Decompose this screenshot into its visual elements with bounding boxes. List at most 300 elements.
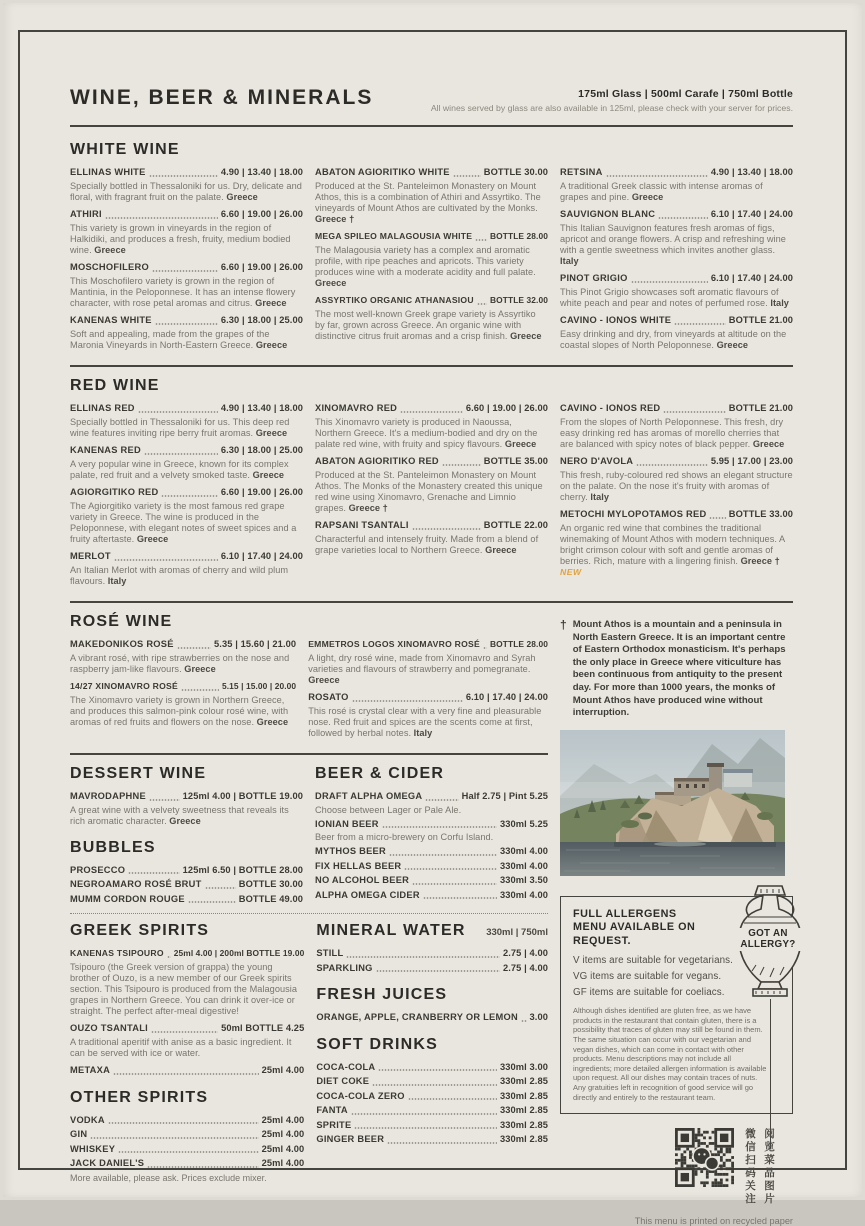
menu-item [315,890,548,902]
item-name: STILL [316,948,344,958]
menu-item [70,894,303,906]
origin-label: Greece [714,339,749,350]
item-price: 25ml 4.00 [261,1065,305,1075]
header-divider [70,125,793,127]
menu-item [315,819,548,844]
item-description: Characterful and intensely fruity. Made from a blend of grape varieties local to Northern Greece. Greece [315,533,539,555]
item-price: 125ml 4.00 | BOTTLE 19.00 [182,791,303,801]
section-title-bubbles: BUBBLES [70,838,156,856]
menu-item [70,487,303,545]
item-price: 25ml 4.00 | 200ml BOTTLE 19.00 [173,948,305,958]
origin-label: Greece [750,438,785,449]
item-description: A light, dry rosé wine, made from Xinomavro and Syrah varieties and flavours of strawberry and pomegranate. Greece [308,652,536,685]
item-description: A very popular wine in Greece, known for its complex palate, red fruit and a velvety smoked taste. Greece [70,458,289,480]
dotted-leader [149,799,180,801]
section-title-dessert-wine: DESSERT WINE [70,765,207,782]
recycled-paper-note: This menu is printed on recycled paper [634,1216,793,1226]
dotted-leader [113,1073,258,1075]
origin-label: Italy [411,727,433,738]
menu-item [560,167,793,203]
dotted-leader [475,239,487,241]
item-name: COCA-COLA [316,1061,376,1072]
item-name: RAPSANI TSANTALI [315,520,409,530]
item-name: EMMETROS LOGOS XINOMAVRO ROSÉ [308,639,481,649]
header [70,86,793,113]
item-price: 330ml 2.85 [499,1119,548,1130]
item-description: A great wine with a velvety sweetness that reveals its rich aromatic character. Greece [70,804,289,826]
dotted-leader [400,411,463,413]
item-name: NO ALCOHOL BEER [315,875,410,885]
dotted-leader [382,826,497,828]
item-price: 5.15 | 15.00 | 20.00 [221,681,297,691]
dotted-leader [412,528,481,530]
item-price: BOTTLE 22.00 [483,520,548,530]
dotted-leader [167,956,171,958]
origin-label: Greece [249,469,285,480]
menu-item [560,273,793,309]
menu-item [70,1158,304,1170]
menu-item [315,167,548,225]
dotted-leader [658,217,708,219]
dotted-leader [387,1142,497,1144]
menu-item [70,209,303,256]
item-name: ATHIRI [70,209,102,219]
item-name: ORANGE, APPLE, CRANBERRY OR LEMON [316,1012,518,1022]
dotted-leader [709,517,725,519]
item-price: 330ml 2.85 [499,1076,548,1086]
menu-item [560,315,793,351]
dotted-leader [188,901,236,903]
item-price: BOTTLE 28.00 [490,639,548,649]
dotted-leader [376,970,500,972]
item-price: 50ml BOTTLE 4.25 [221,1023,305,1033]
origin-label: Italy [105,575,127,586]
dotted-leader [372,1084,497,1086]
origin-label: Greece [315,277,347,288]
menu-item [315,791,548,816]
section-divider [70,601,793,603]
item-description: This Xinomavro variety is produced in Naoussa, Northern Greece. It's a medium-bodied and dry on the palate red wine, with fruity and spicy flavours. Greece [315,416,538,449]
item-price: BOTTLE 30.00 [238,879,303,889]
dotted-leader [152,270,218,272]
item-description: Produced at the St. Panteleimon Monastery on Mount Athos, this is a combination of Athiri and Assyrtiko. The vineyards of Mount Athos are cultivated by the Monks. Greece † [315,180,541,224]
menu-item [316,1062,548,1074]
item-price: 2.75 | 4.00 [502,962,548,973]
dotted-leader [425,799,458,801]
origin-label: Greece [134,533,169,544]
section-beer-cider [315,765,548,908]
section-white-wine [70,141,793,357]
dotted-leader [352,700,463,702]
allergen-line-vg: VG items are suitable for vegans. [573,971,722,983]
item-name: METOCHI MYLOPOTAMOS RED [560,509,707,519]
section-title-soft-drinks: SOFT DRINKS [316,1035,438,1053]
menu-item [70,445,303,481]
dotted-leader [181,689,219,691]
menu-item [560,403,793,450]
item-description: The most well-known Greek grape variety is Assyrtiko by far, grown across Greece. An organic wine with distinctive citrus fruit aromas and a crisp finish. Greece [315,308,542,341]
section-divider [70,365,793,367]
menu-item [70,167,303,203]
menu-item [308,639,548,686]
dotted-leader [442,464,481,466]
item-description: This Italian Sauvignon features fresh aromas of figs, apricot and orange flowers. A crisp and refreshing wine with a gentle sweetness which invites another glass. Italy [560,222,786,266]
item-description: This variety is grown in vineyards in the region of Halkidiki, and produces a fresh, fruity, medium bodied wine. Greece [70,222,291,255]
item-price: 6.10 | 17.40 | 24.00 [220,551,303,561]
item-price: 6.60 | 19.00 | 26.00 [220,209,303,219]
mineral-water-sizes: 330ml | 750ml [486,927,548,938]
section-title-beer-cider: BEER & CIDER [315,765,445,782]
lower-band [70,613,796,1226]
dotted-leader [378,1069,497,1071]
dotted-leader [354,1127,497,1129]
menu-item [560,509,793,578]
dotted-leader [144,453,218,455]
item-name: ABATON AGIORITIKO WHITE [315,167,450,177]
item-name: GIN [70,1129,88,1139]
item-name: MAVRODAPHNE [70,791,146,801]
item-name: ABATON AGIORITIKO RED [315,456,439,466]
section-title-greek-spirits: GREEK SPIRITS [70,922,210,939]
menu-item [560,456,793,503]
item-name: XINOMAVRO RED [315,403,398,413]
item-description: Choose between Lager or Pale Ale. [315,804,462,815]
item-description: Soft and appealing, made from the grapes of the Maronia Vineyards in North-Eastern Greece. Greece [70,328,288,350]
item-name: AGIORGITIKO RED [70,487,159,497]
item-price: 25ml 4.00 [261,1158,305,1168]
dotted-leader [205,887,236,889]
item-description: This Pinot Grigio showcases soft aromatic flavours of white peach and pear and notes of perfumed rose. Italy [560,286,789,308]
item-name: WHISKEY [70,1143,116,1154]
origin-label: Italy [767,297,789,308]
item-name: MEGA SPILEO MALAGOUSIA WHITE [315,231,473,241]
item-price: 4.90 | 13.40 | 18.00 [710,167,793,177]
item-price: 6.30 | 18.00 | 25.00 [220,445,303,455]
dotted-leader [606,175,708,177]
item-description: Produced at the St. Panteleimon Monastery on Mount Athos. The Monks of the Monastery created this unique red wine using Xinomavro, Grenache and Limnio grapes. Greece † [315,469,543,513]
item-name: METAXA [70,1065,111,1075]
item-description: A traditional Greek classic with intense aromas of grapes and pine. Greece [560,180,763,202]
dotted-leader [631,281,708,283]
origin-label: Italy [587,491,609,502]
item-name: FANTA [316,1105,348,1115]
origin-label: Greece [252,297,287,308]
section-title-other-spirits: OTHER SPIRITS [70,1088,209,1106]
menu-item [70,315,303,351]
item-name: SPARKLING [316,962,373,973]
item-name: VODKA [70,1114,105,1125]
item-price: 5.95 | 17.00 | 23.00 [710,456,793,466]
item-price: Half 2.75 | Pint 5.25 [461,791,548,801]
section-title-rose-wine: ROSÉ WINE [70,613,173,630]
item-name: MAKEDONIKOS ROSÉ [70,639,174,649]
dagger-icon: † [772,555,780,566]
monastery-photo [560,730,793,876]
item-price: 6.10 | 17.40 | 24.00 [710,273,793,283]
origin-label: Greece [737,555,773,566]
section-dessert-bubbles [70,765,303,908]
origin-label: Greece [507,330,542,341]
item-name: MYTHOS BEER [315,846,386,856]
item-price: 5.35 | 15.60 | 21.00 [214,639,297,649]
dotted-leader [147,1166,258,1168]
item-name: ROSATO [308,692,349,702]
item-description: From the slopes of North Peloponnese. This fresh, dry easy drinking red has aromas of morello cherries that are balanced with spicy notes of black pepper. Greece [560,416,785,449]
dotted-leader [138,411,218,413]
menu-item [70,865,303,877]
item-price: 330ml 3.50 [499,875,548,885]
qr-block [560,1128,793,1206]
dotted-leader [483,647,487,649]
dotted-leader [663,411,725,413]
item-name: SAUVIGNON BLANC [560,209,656,219]
item-name: 14/27 XINOMAVRO ROSÉ [70,681,178,691]
item-name: DRAFT ALPHA OMEGA [315,791,423,801]
spirits-footnote: More available, please ask. Prices exclude mixer. [70,1172,267,1183]
item-price: 330ml 3.00 [499,1061,548,1072]
origin-label: Greece [629,191,664,202]
dotted-leader [155,323,218,325]
item-price: BOTTLE 28.00 [490,231,548,241]
dotted-leader [453,175,481,177]
item-description: Beer from a micro-brewery on Corfu Island. [315,832,494,842]
menu-item [315,231,548,289]
item-name: PINOT GRIGIO [560,273,628,283]
origin-label: Italy [560,255,579,266]
item-price: 6.10 | 17.40 | 24.00 [465,692,548,702]
dotted-leader [404,868,497,870]
menu-item [70,1129,304,1141]
allergy-badge: GOT AN ALLERGY? [730,928,806,951]
qr-caption-view: 阅览菜品图片 [763,1128,775,1207]
item-description: This fresh, ruby-coloured red shows an elegant structure on the palate. On the nose it's fruity with aromas of cherry. Italy [560,469,793,502]
dotted-leader [389,854,497,856]
menu-item [70,1065,304,1077]
right-column [560,613,796,1226]
section-title-mineral-water: MINERAL WATER [316,922,466,939]
dotted-leader [521,1020,527,1022]
menu-item [70,1144,304,1156]
menu-item [70,262,303,309]
item-price: 3.00 [529,1012,548,1022]
item-price: 6.60 | 19.00 | 26.00 [220,262,303,272]
dagger-icon: † [380,502,388,513]
athos-note-text: Mount Athos is a mountain and a peninsula in North Eastern Greece. It is an important centre of Eastern Orthodox monasticism. It's perhaps the only place in Greece where viticulture has been continuous from antiquity to the present day. For more than 1000 years, the monks of Mount Athos have produced wine without interruption. [572,619,786,719]
menu-item [315,403,548,450]
dotted-leader [151,1031,218,1033]
item-price: 4.90 | 13.40 | 18.00 [220,167,303,177]
menu-item [315,875,548,887]
item-price: 6.10 | 17.40 | 24.00 [710,209,793,219]
item-name: JACK DANIEL'S [70,1158,145,1168]
item-name: DIET COKE [316,1076,370,1086]
menu-item [315,456,548,514]
menu-item [70,948,304,1017]
dotted-leader [128,872,179,874]
section-divider [70,753,548,755]
item-price: BOTTLE 21.00 [728,315,793,325]
dotted-leader [674,323,726,325]
menu-item [70,1023,304,1059]
item-description: An Italian Merlot with aromas of cherry and wild plum flavours. Italy [70,564,289,586]
item-description: This rosé is crystal clear with a very fine and pleasurable nose. Red fruit and spices are the scents come at first, followed by herbal notes. Italy [308,705,542,738]
item-name: CAVINO - IONOS WHITE [560,315,672,325]
item-price: 6.60 | 19.00 | 26.00 [465,403,548,413]
dotted-leader [118,1151,258,1153]
item-name: GINGER BEER [316,1134,385,1144]
item-price: 4.90 | 13.40 | 18.00 [220,403,303,413]
menu-item [70,403,303,439]
menu-item [315,861,548,873]
item-price: 330ml 2.85 [499,1134,548,1144]
item-description: Specially bottled in Thessaloniki for us. This deep red wine features inviting ripe berry fruit aromas. Greece [70,416,290,438]
menu-item [315,846,548,858]
menu-item [316,1105,548,1117]
item-price: 330ml 4.00 [499,846,548,856]
item-name: ELLINAS WHITE [70,167,146,177]
item-price: 330ml 2.85 [499,1105,548,1115]
item-price: BOTTLE 35.00 [483,456,548,466]
item-name: NERO D'AVOLA [560,456,634,466]
item-price: BOTTLE 30.00 [483,167,548,177]
menu-item [560,209,793,267]
menu-item [316,948,548,960]
item-price: 6.60 | 19.00 | 26.00 [220,487,303,497]
dotted-leader [351,1113,497,1115]
allergens-box [560,896,796,1114]
section-spirits [70,922,304,1183]
item-price: BOTTLE 32.00 [490,295,548,305]
dotted-leader [177,647,211,649]
item-name: ELLINAS RED [70,403,135,413]
item-price: 330ml 4.00 [499,860,548,871]
menu-item [70,639,296,675]
dagger-icon: † [560,618,567,632]
origin-label: Greece [253,427,288,438]
origin-label: Greece [181,663,216,674]
item-description: Specially bottled in Thessaloniki for us. Dry, delicate and floral, with fragrant fruit on the palate. Greece [70,180,302,202]
item-name: MUMM CORDON ROUGE [70,893,185,904]
item-name: MERLOT [70,551,111,561]
section-soft-beverages [316,922,548,1183]
item-price: 25ml 4.00 [261,1143,305,1154]
menu-item [70,1115,304,1127]
dotted-leader [105,217,218,219]
item-description: Easy drinking and dry, from vineyards at altitude on the coastal slopes of North Peloponnese. Greece [560,328,787,350]
item-price: 25ml 4.00 [261,1114,305,1125]
item-description: A vibrant rosé, with ripe strawberries on the nose and raspberry jam-like flavours. Greece [70,652,290,674]
section-rose-wine [70,613,548,745]
item-name: KANENAS TSIPOURO [70,948,164,958]
dotted-leader [161,495,217,497]
amphora-icon [728,883,812,1001]
item-name: ASSYRTIKO ORGANIC ATHANASIOU [315,295,474,305]
section-red-wine [70,377,793,593]
item-name: KANENAS WHITE [70,315,152,325]
dotted-leader [108,1122,259,1124]
origin-label: Greece [502,438,537,449]
origin-label: Greece [308,674,340,685]
item-price: BOTTLE 21.00 [728,403,793,413]
dotted-divider [70,913,548,914]
menu-item [316,1120,548,1132]
item-name: ALPHA OMEGA CIDER [315,889,420,900]
menu-item [70,791,303,827]
origin-label: Greece [91,244,126,255]
menu-item [316,1012,548,1024]
dotted-leader [90,1137,258,1139]
item-price: 125ml 6.50 | BOTTLE 28.00 [182,864,303,875]
menu-item [70,681,296,728]
dotted-leader [114,559,218,561]
item-description: An organic red wine that combines the traditional winemaking of Mount Athos with modern techniques. A bright crimson colour with soft and gentle aromas of berries. Rich, mature with a lingering finish. Greece † NEW [560,522,785,577]
menu-item [315,520,548,556]
item-name: RETSINA [560,167,603,177]
item-description: This Moschofilero variety is grown in the region of Mantinia, in the Peloponnese. It has an intense flowery character, with rose petal aromas and citrus. Greece [70,275,296,308]
dotted-leader [412,883,497,885]
menu-item [316,1091,548,1103]
menu-item [316,963,548,975]
section-title-white-wine: WHITE WINE [70,141,180,158]
dotted-leader [477,303,487,305]
origin-label: Greece [254,716,289,727]
item-price: 330ml 5.25 [499,818,548,829]
item-price: 330ml 4.00 [499,889,548,900]
item-price: BOTTLE 49.00 [238,893,303,904]
dotted-leader [423,897,497,899]
allergens-smallprint: Although dishes identified are gluten free, as we have products in the restaurant that contain gluten, there is a possibility that traces of gluten may still be found in them. The same situation can occur with our vegetarian and vegan dishes, which can come in contact with other products. Menu descriptions may not include all ingredients; more detailed allergen information is available upon request. All our dishes may contain traces of nuts. Any gratuities left in recognition of good service will go directly and entirely to the restaurant team. [573,1006,767,1102]
item-description: The Agiorgitiko variety is the most famous red grape variety in Greece. The wine is produced in the Peloponnese, with elegant notes of sweet spices and a fruity aftertaste. Greece [70,500,297,544]
item-price: 25ml 4.00 [261,1129,305,1139]
serving-note: All wines served by glass are also available in 125ml, please check with your server for prices. [430,103,793,113]
dotted-leader [408,1098,497,1100]
item-price: 6.30 | 18.00 | 25.00 [220,315,303,325]
origin-label: Greece [482,544,517,555]
item-price: 330ml 2.85 [499,1090,548,1101]
dotted-leader [636,464,708,466]
qr-code [675,1128,734,1187]
item-price: BOTTLE 33.00 [728,509,793,519]
item-name: MOSCHOFILERO [70,262,149,272]
dagger-icon: † [346,213,355,224]
item-name: FIX HELLAS BEER [315,860,402,871]
item-name: PROSECCO [70,864,126,875]
menu-item [316,1076,548,1088]
qr-caption-wechat: 微信扫码关注 [744,1128,756,1207]
item-name: COCA-COLA ZERO [316,1090,405,1101]
item-price: 2.75 | 4.00 [502,948,548,958]
section-title-fresh-juices: FRESH JUICES [316,986,448,1003]
section-title-red-wine: RED WINE [70,377,160,394]
item-description: The Xinomavro variety is grown in Northern Greece, and produces this salmon-pink colour rosé wine, with aromas of red fruits and flowers on the nose. Greece [70,694,289,727]
item-name: OUZO TSANTALI [70,1023,148,1033]
menu-item [70,551,303,587]
page-title: WINE, BEER & MINERALS [70,86,374,109]
allergen-line-v: V items are suitable for vegetarians. [573,955,733,967]
item-description: A traditional aperitif with anise as a basic ingredient. It can be served with ice or water. [70,1036,292,1058]
item-name: CAVINO - IONOS RED [560,403,661,413]
serving-sizes: 175ml Glass | 500ml Carafe | 750ml Bottle [578,88,793,100]
item-description: Tsipouro (the Greek version of grappa) the young brother of Ouzo, is a new member of our Greek spirits section. This Tsipouro is produced from the Malagousia grapes in Northern Greece. You can drink it over-ice or straight. The perfect after-meal digestive! [70,961,298,1016]
new-badge: NEW [560,566,582,577]
origin-label: Greece [166,815,201,826]
item-name: KANENAS RED [70,445,141,455]
origin-label: Greece [346,502,381,513]
dotted-leader [149,175,218,177]
origin-label: Greece [223,191,258,202]
menu-item [308,692,548,739]
origin-label: Greece [315,213,347,224]
